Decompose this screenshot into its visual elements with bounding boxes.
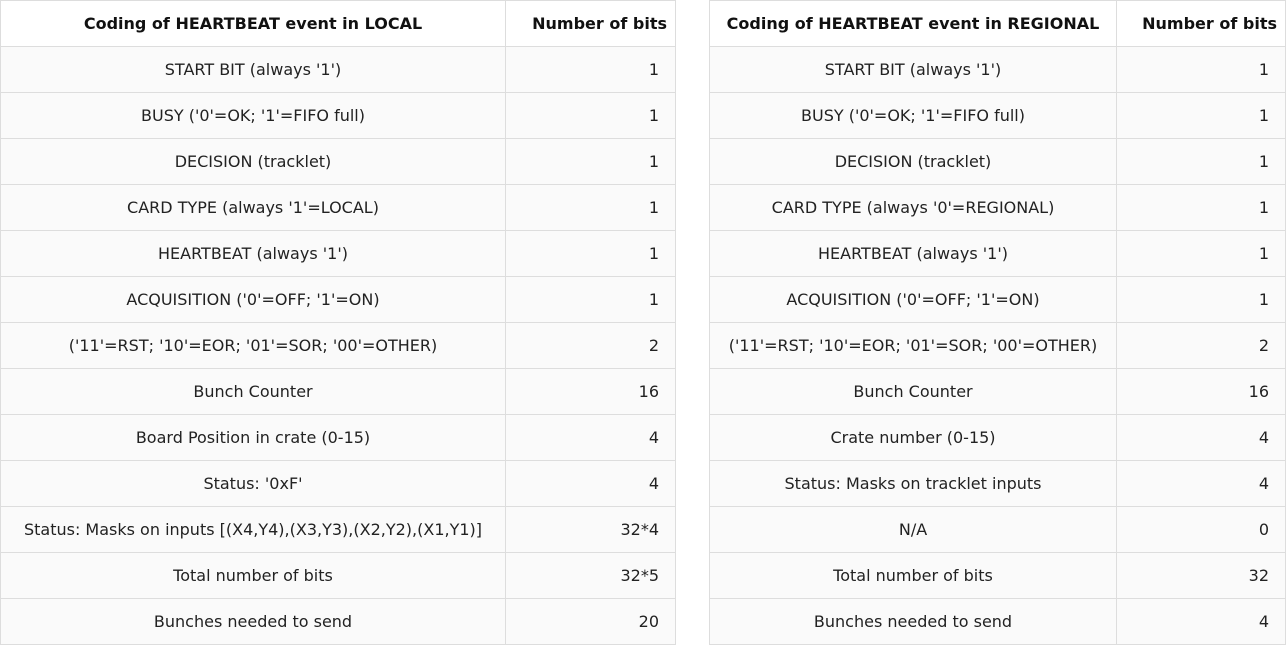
table-row (710, 599, 1286, 645)
regional-heartbeat-table (709, 0, 1286, 645)
row-bits: 4 (506, 461, 676, 507)
table-row (710, 553, 1286, 599)
table-header-row (1, 1, 676, 47)
table-row (710, 369, 1286, 415)
row-bits: 0 (1117, 507, 1286, 553)
row-description: BUSY ('0'=OK; '1'=FIFO full) (710, 93, 1117, 139)
column-header-bits: Number of bits (1117, 1, 1286, 47)
row-bits: 32 (1117, 553, 1286, 599)
table-row (1, 323, 676, 369)
row-description: ACQUISITION ('0'=OFF; '1'=ON) (1, 277, 506, 323)
table-row (1, 599, 676, 645)
table-row (710, 323, 1286, 369)
row-description: Board Position in crate (0-15) (1, 415, 506, 461)
row-bits: 4 (1117, 599, 1286, 645)
row-description: START BIT (always '1') (710, 47, 1117, 93)
row-bits: 20 (506, 599, 676, 645)
row-description: Status: Masks on tracklet inputs (710, 461, 1117, 507)
row-bits: 32*5 (506, 553, 676, 599)
row-bits: 1 (506, 93, 676, 139)
row-description: Total number of bits (710, 553, 1117, 599)
table-row (1, 47, 676, 93)
row-description: BUSY ('0'=OK; '1'=FIFO full) (1, 93, 506, 139)
table-row (1, 461, 676, 507)
row-description: Status: Masks on inputs [(X4,Y4),(X3,Y3),(X2,Y2),(X1,Y1)] (1, 507, 506, 553)
row-description: Crate number (0-15) (710, 415, 1117, 461)
row-bits: 1 (1117, 185, 1286, 231)
table-row (1, 139, 676, 185)
column-header-description: Coding of HEARTBEAT event in REGIONAL (710, 1, 1117, 47)
table-row (1, 507, 676, 553)
table-row (710, 277, 1286, 323)
row-bits: 1 (506, 277, 676, 323)
row-bits: 1 (506, 139, 676, 185)
row-description: START BIT (always '1') (1, 47, 506, 93)
row-bits: 1 (1117, 47, 1286, 93)
table-row (1, 93, 676, 139)
row-bits: 1 (1117, 139, 1286, 185)
row-bits: 16 (506, 369, 676, 415)
table-row (710, 507, 1286, 553)
row-description: Bunches needed to send (710, 599, 1117, 645)
table-row (1, 553, 676, 599)
table-row (1, 231, 676, 277)
table-row (710, 139, 1286, 185)
row-description: Bunches needed to send (1, 599, 506, 645)
row-bits: 4 (1117, 415, 1286, 461)
row-description: HEARTBEAT (always '1') (1, 231, 506, 277)
row-bits: 1 (1117, 231, 1286, 277)
table-row (710, 185, 1286, 231)
table-row (1, 415, 676, 461)
row-description: Bunch Counter (1, 369, 506, 415)
row-bits: 1 (1117, 93, 1286, 139)
column-header-bits: Number of bits (506, 1, 676, 47)
column-header-description: Coding of HEARTBEAT event in LOCAL (1, 1, 506, 47)
row-bits: 1 (506, 185, 676, 231)
row-description: ACQUISITION ('0'=OFF; '1'=ON) (710, 277, 1117, 323)
table-row (710, 415, 1286, 461)
row-description: Total number of bits (1, 553, 506, 599)
row-description: HEARTBEAT (always '1') (710, 231, 1117, 277)
table-row (710, 461, 1286, 507)
row-description: Bunch Counter (710, 369, 1117, 415)
row-bits: 2 (1117, 323, 1286, 369)
row-bits: 2 (506, 323, 676, 369)
row-description: Status: '0xF' (1, 461, 506, 507)
row-bits: 1 (506, 231, 676, 277)
row-bits: 4 (506, 415, 676, 461)
table-row (710, 231, 1286, 277)
row-bits: 4 (1117, 461, 1286, 507)
table-row (710, 47, 1286, 93)
row-description: CARD TYPE (always '0'=REGIONAL) (710, 185, 1117, 231)
row-bits: 32*4 (506, 507, 676, 553)
row-bits: 1 (1117, 277, 1286, 323)
row-description: CARD TYPE (always '1'=LOCAL) (1, 185, 506, 231)
row-description: N/A (710, 507, 1117, 553)
row-bits: 16 (1117, 369, 1286, 415)
table-row (1, 369, 676, 415)
row-description: ('11'=RST; '10'=EOR; '01'=SOR; '00'=OTHER) (710, 323, 1117, 369)
table-row (1, 185, 676, 231)
row-bits: 1 (506, 47, 676, 93)
table-header-row (710, 1, 1286, 47)
table-row (1, 277, 676, 323)
row-description: DECISION (tracklet) (1, 139, 506, 185)
table-row (710, 93, 1286, 139)
row-description: ('11'=RST; '10'=EOR; '01'=SOR; '00'=OTHER) (1, 323, 506, 369)
row-description: DECISION (tracklet) (710, 139, 1117, 185)
